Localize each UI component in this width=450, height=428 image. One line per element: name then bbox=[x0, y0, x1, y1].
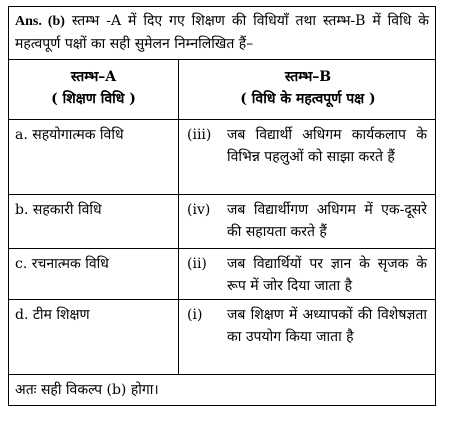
table-row bbox=[9, 120, 435, 195]
answer-box bbox=[8, 6, 436, 406]
table-row bbox=[9, 195, 435, 249]
method-cell: a. सहयोगात्मक विधि bbox=[9, 120, 179, 194]
answer-intro bbox=[9, 7, 435, 60]
conclusion-text: अतः सही विकल्प (b) होगा। bbox=[15, 382, 159, 398]
header-column-b bbox=[179, 60, 435, 119]
match-number: (ii) bbox=[187, 256, 207, 272]
aspect-cell bbox=[179, 195, 435, 248]
aspect-text: जब विद्यार्थीगण अधिगम में एक-दूसरे की सहायता करते हैं bbox=[227, 202, 427, 240]
intro-text: स्तम्भ -A में दिए गए शिक्षण की विधियाँ तथा स्तम्भ-B में विधि के महत्वपूर्ण पक्षों का सही सुमेलन निम्नलिखित हैं– bbox=[15, 13, 429, 52]
method-cell: b. सहकारी विधि bbox=[9, 195, 179, 248]
table-row bbox=[9, 249, 435, 300]
answer-label: Ans. (b) bbox=[15, 14, 65, 29]
method-cell: d. टीम शिक्षण bbox=[9, 300, 179, 374]
table-header bbox=[9, 60, 435, 120]
aspect-cell bbox=[179, 120, 435, 194]
column-a-subtitle: ( शिक्षण विधि ) bbox=[51, 91, 136, 107]
aspect-text: जब विद्यार्थी अधिगम कार्यकलाप के विभिन्न पहलुओं को साझा करते हैं bbox=[227, 127, 427, 165]
match-number: (iv) bbox=[187, 202, 211, 218]
aspect-cell bbox=[179, 249, 435, 299]
column-b-title: स्तम्भ–B bbox=[284, 69, 332, 85]
table-row bbox=[9, 300, 435, 375]
aspect-text: जब शिक्षण में अध्यापकों की विशेषज्ञता का उपयोग किया जाता है bbox=[227, 307, 427, 345]
method-cell: c. रचनात्मक विधि bbox=[9, 249, 179, 299]
match-number: (i) bbox=[187, 307, 203, 323]
column-b-subtitle: ( विधि के महत्वपूर्ण पक्ष ) bbox=[240, 91, 376, 107]
aspect-cell bbox=[179, 300, 435, 374]
header-column-a bbox=[9, 60, 179, 119]
aspect-text: जब विद्यार्थियों पर ज्ञान के सृजक के रूप में जोर दिया जाता है bbox=[227, 256, 427, 294]
column-a-title: स्तम्भ–A bbox=[70, 69, 117, 85]
match-number: (iii) bbox=[187, 127, 212, 143]
